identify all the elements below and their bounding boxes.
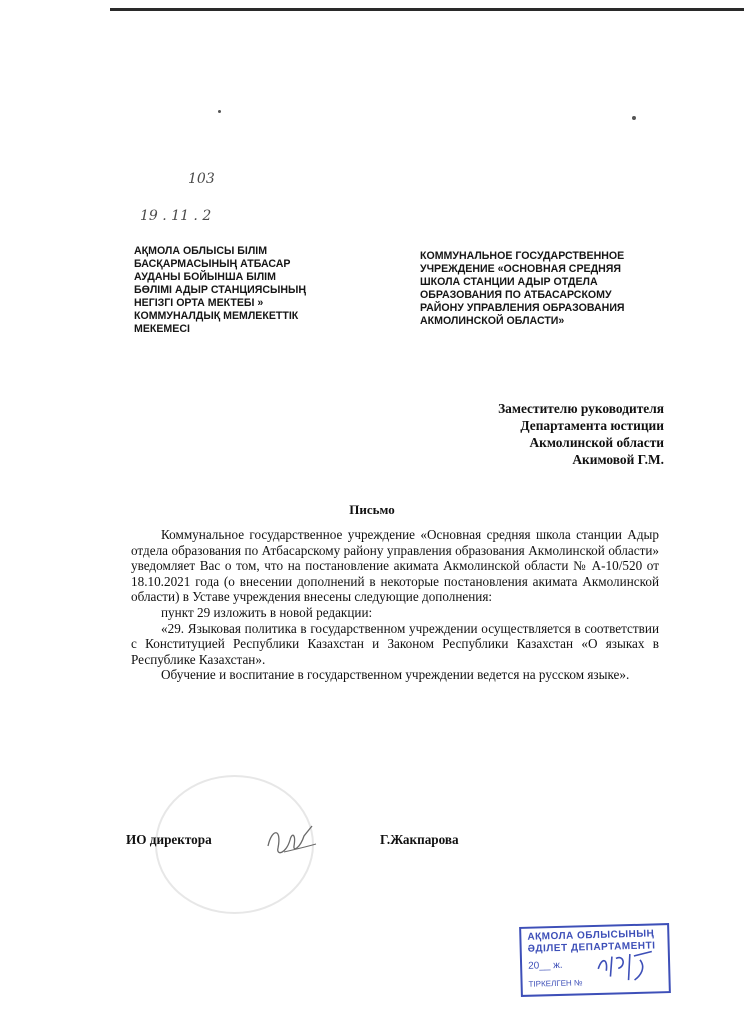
stamp-handwriting — [594, 945, 665, 987]
registration-stamp — [519, 923, 671, 997]
addressee-block — [344, 400, 664, 468]
stamp-line: ӘДІЛЕТ ДЕПАРТАМЕНТІ — [527, 940, 656, 955]
registration-number: 103 — [188, 171, 215, 187]
registration-date: 19 . 11 . 2 — [140, 208, 212, 224]
letter-title: Письмо — [349, 502, 395, 517]
signatory-position: ИО директора — [126, 832, 212, 847]
scan-border-line — [110, 8, 744, 11]
scan-speck — [632, 116, 636, 120]
addressee-line: Акмолинской области — [529, 435, 664, 450]
addressee-name: Акимовой Г.М. — [572, 452, 664, 467]
stamp-reg-number: ТІРКЕЛГЕН № — [528, 978, 583, 989]
header-kazakh: АҚМОЛА ОБЛЫСЫ БІЛІМ БАСҚАРМАСЫНЫҢ АТБАСАР АУДАНЫ БОЙЫНША БІЛІМ БӨЛІМІ АДЫР СТАНЦИЯСЫНЫҢ НЕГІЗГІ ОРТА МЕКТЕБІ » КОММУНАЛДЫҚ МЕМЛЕКЕТТІК МЕКЕМЕСІ — [134, 245, 307, 335]
scan-speck — [218, 110, 221, 113]
signatory-name: Г.Жакпарова — [380, 832, 459, 847]
handwritten-signature — [262, 818, 322, 862]
body-paragraph: Обучение и воспитание в государственном учреждении ведется на русском языке». — [161, 667, 630, 683]
body-paragraph: «29. Языковая политика в государственном учреждении осуществляется в соответствии с Конституцией Республики Казахстан и Законом Республики Казахстан «О языках в Республике Казахстан». — [131, 620, 659, 667]
addressee-line: Заместителю руководителя — [498, 401, 664, 416]
body-paragraph: Коммунальное государственное учреждение «Основная средняя школа станции Адыр отдела образования по Атбасарскому району управления образования Акмолинской области» уведомляет Вас о том, что на постановление акимата Акмолинской области № А-10/520 от 18.10.2021 года (о внесении дополнений в некоторые постановления акимата Акмолинской области) в Уставе учреждения внесены следующие дополнения: — [131, 527, 659, 605]
body-paragraph: пункт 29 изложить в новой редакции: — [161, 604, 373, 620]
stamp-date: 20__ ж. — [527, 959, 563, 972]
letter-body — [131, 527, 659, 683]
addressee-line: Департамента юстиции — [520, 418, 664, 433]
stamp-line: АҚМОЛА ОБЛЫСЫНЫҢ — [527, 928, 655, 943]
header-russian: КОММУНАЛЬНОЕ ГОСУДАРСТВЕННОЕ УЧРЕЖДЕНИЕ «ОСНОВНАЯ СРЕДНЯЯ ШКОЛА СТАНЦИИ АДЫР ОТДЕЛА ОБРАЗОВАНИЯ ПО АТБАСАРСКОМУ РАЙОНУ УПРАВЛЕНИЯ ОБРАЗОВАНИЯ АКМОЛИНСКОЙ ОБЛАСТИ» — [420, 250, 625, 327]
